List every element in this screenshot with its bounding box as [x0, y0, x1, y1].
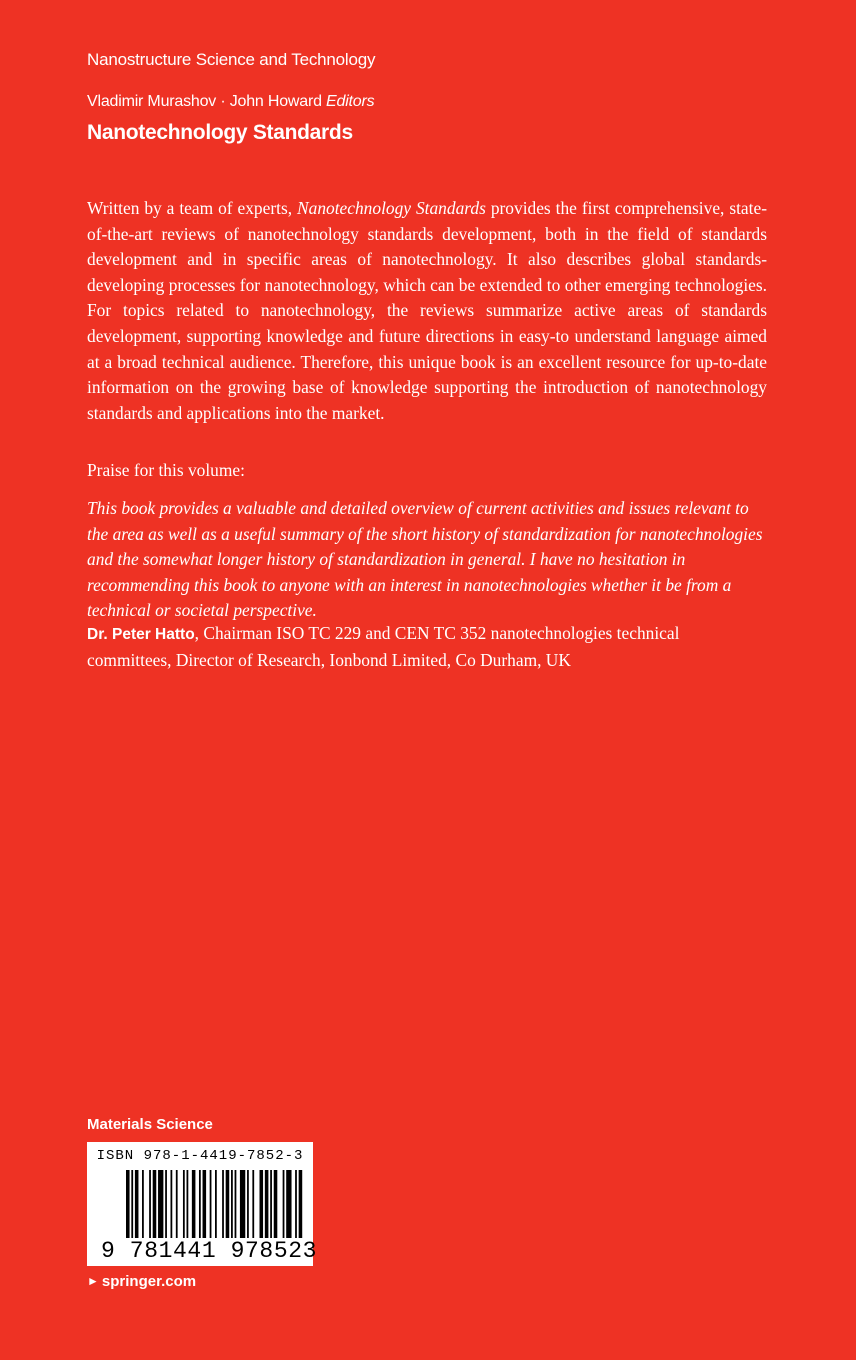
barcode-bar — [226, 1170, 230, 1238]
barcode-bar — [260, 1170, 264, 1238]
blurb-intro: Written by a team of experts, — [87, 198, 293, 218]
barcode-bar — [274, 1170, 278, 1238]
barcode-bar — [252, 1170, 254, 1238]
website-label: springer.com — [101, 1273, 197, 1290]
editors-line — [87, 93, 374, 111]
barcode-bar — [187, 1170, 189, 1238]
blurb-book-title: Nanotechnology Standards — [297, 198, 486, 218]
barcode-bar — [283, 1170, 285, 1238]
praise-attribution — [87, 621, 767, 673]
praise-affiliation: , Chairman ISO TC 229 and CEN TC 352 nanotechnologies technical committees, Director of Research, Ionbond Limited, Co Durham, UK — [87, 623, 680, 670]
barcode-bar — [131, 1170, 133, 1238]
barcode-bar — [153, 1170, 157, 1238]
book-description — [87, 196, 767, 426]
barcode-bar — [176, 1170, 178, 1238]
praise-author: Dr. Peter Hatto — [87, 626, 195, 643]
barcode-bar — [158, 1170, 163, 1238]
praise-quote: This book provides a valuable and detailed overview of current activities and issues relevant to the area as well as a useful summary of the short history of standardization for nanotechnologies and the somewhat longer history of standardization in general. I have no hesitation in recommending this book to anyone with an interest in nanotechnologies whether it be from a technical or societal perspective. — [87, 498, 763, 621]
barcode-bar — [215, 1170, 217, 1238]
barcode-bar — [149, 1170, 151, 1238]
barcode-bar — [247, 1170, 249, 1238]
subject-category: Materials Science — [87, 1116, 213, 1133]
barcode-bar — [265, 1170, 269, 1238]
barcode-bar — [199, 1170, 201, 1238]
isbn-barcode — [87, 1142, 318, 1266]
barcode-bar — [171, 1170, 173, 1238]
barcode-bar — [235, 1170, 237, 1238]
barcode-bar — [203, 1170, 207, 1238]
book-title: Nanotechnology Standards — [87, 121, 353, 144]
publisher-website[interactable] — [87, 1273, 196, 1290]
barcode-bar — [299, 1170, 303, 1238]
barcode-digits: 9 781441 978523 — [101, 1238, 318, 1264]
barcode-bar — [286, 1170, 291, 1238]
barcode-bar — [222, 1170, 224, 1238]
barcode-bar — [295, 1170, 297, 1238]
barcode-bar — [192, 1170, 196, 1238]
barcode-bar — [135, 1170, 139, 1238]
praise-heading: Praise for this volume: — [87, 460, 245, 480]
barcode-bar — [126, 1170, 130, 1238]
author-names: Vladimir Murashov · John Howard — [87, 93, 322, 110]
blurb-body: provides the first comprehensive, state-of-the-art reviews of nanotechnology standards development, both in the field of standards development and in specific areas of nanotechnology. It also describes global standards-developing processes for nanotechnology, which can be extended to other emerging technologies. For topics related to nanotechnology, the reviews summarize active areas of standards development, supporting knowledge and future directions in easy-to understand language aimed at a broad technical audience. Therefore, this unique book is an excellent resource for up-to-date information on the growing base of knowledge supporting the introduction of nanotechnology standards and applications into the market. — [87, 198, 767, 423]
barcode-bar — [165, 1170, 167, 1238]
series-title: Nanostructure Science and Technology — [87, 50, 376, 69]
barcode-bar — [231, 1170, 233, 1238]
barcode-bar — [183, 1170, 185, 1238]
barcode-bar — [210, 1170, 212, 1238]
editors-role: Editors — [326, 93, 375, 110]
barcode-bar — [240, 1170, 245, 1238]
barcode-bar — [270, 1170, 272, 1238]
triangle-right-icon: ► — [87, 1274, 99, 1288]
barcode-bar — [142, 1170, 144, 1238]
isbn-number: ISBN 978-1-4419-7852-3 — [96, 1148, 304, 1164]
